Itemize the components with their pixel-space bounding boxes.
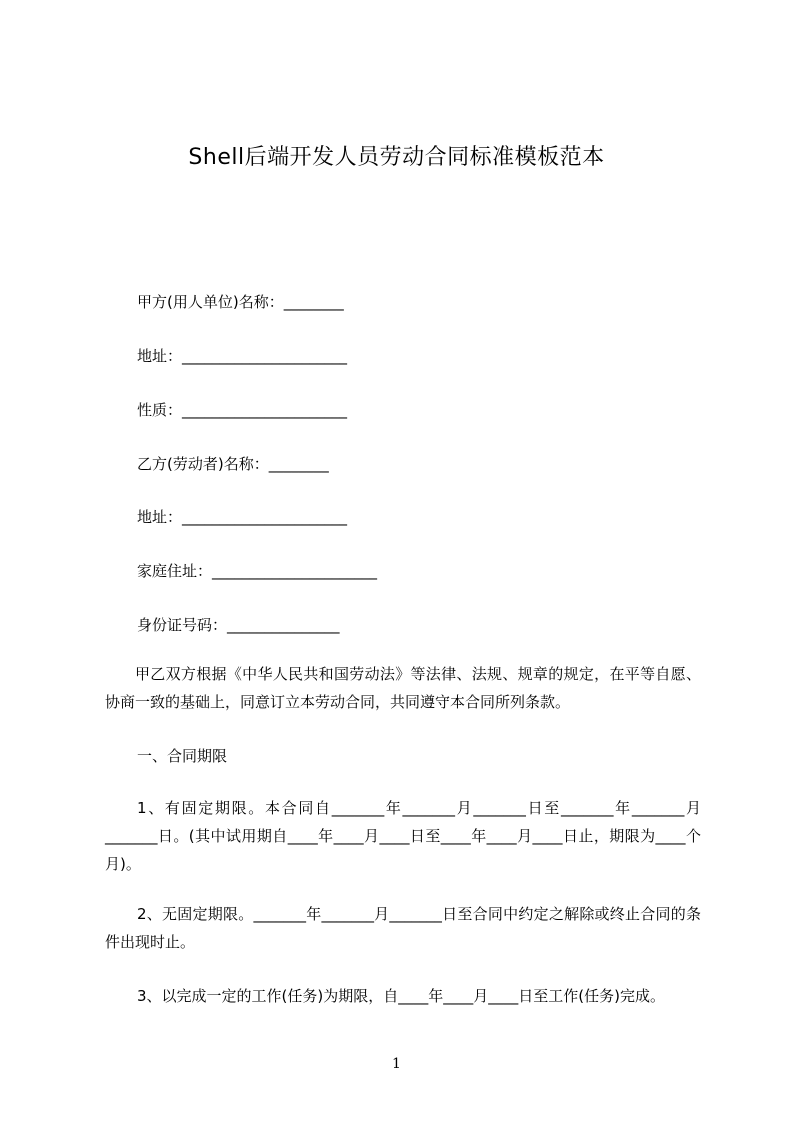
page-number: 1 <box>392 1056 401 1072</box>
section-1-heading: 一、合同期限 <box>137 747 228 765</box>
document-title: Shell后端开发人员劳动合同标准模板范本 <box>188 145 605 170</box>
party-a-name-field: 甲方(用人单位)名称：________ <box>137 293 344 311</box>
preamble-paragraph: 甲乙双方根据《中华人民共和国劳动法》等法律、法规、规章的规定，在平等自愿、协商一致的基础上，同意订立本劳动合同，共同遵守本合同所列条款。 <box>105 665 701 711</box>
party-b-address-field: 地址：______________________ <box>137 508 348 526</box>
party-a-nature-field: 性质：______________________ <box>137 401 348 419</box>
clause-2-paragraph: 2、无固定期限。_______年_______月_______日至合同中约定之解除或终止合同的条件出现时止。 <box>105 905 701 951</box>
id-number-field: 身份证号码：_______________ <box>137 616 340 634</box>
clause-1-paragraph: 1、有固定期限。本合同自_______年_______月_______日至_______年_______月_______日。(其中试用期自____年____月____日至____年____月____日止，期限为____个月)。 <box>105 799 701 873</box>
party-b-name-field: 乙方(劳动者)名称：________ <box>137 455 329 473</box>
party-a-address-field: 地址：______________________ <box>137 347 348 365</box>
clause-3-paragraph: 3、以完成一定的工作(任务)为期限，自____年____月____日至工作(任务)完成。 <box>137 987 665 1005</box>
home-address-field: 家庭住址：______________________ <box>137 562 378 580</box>
